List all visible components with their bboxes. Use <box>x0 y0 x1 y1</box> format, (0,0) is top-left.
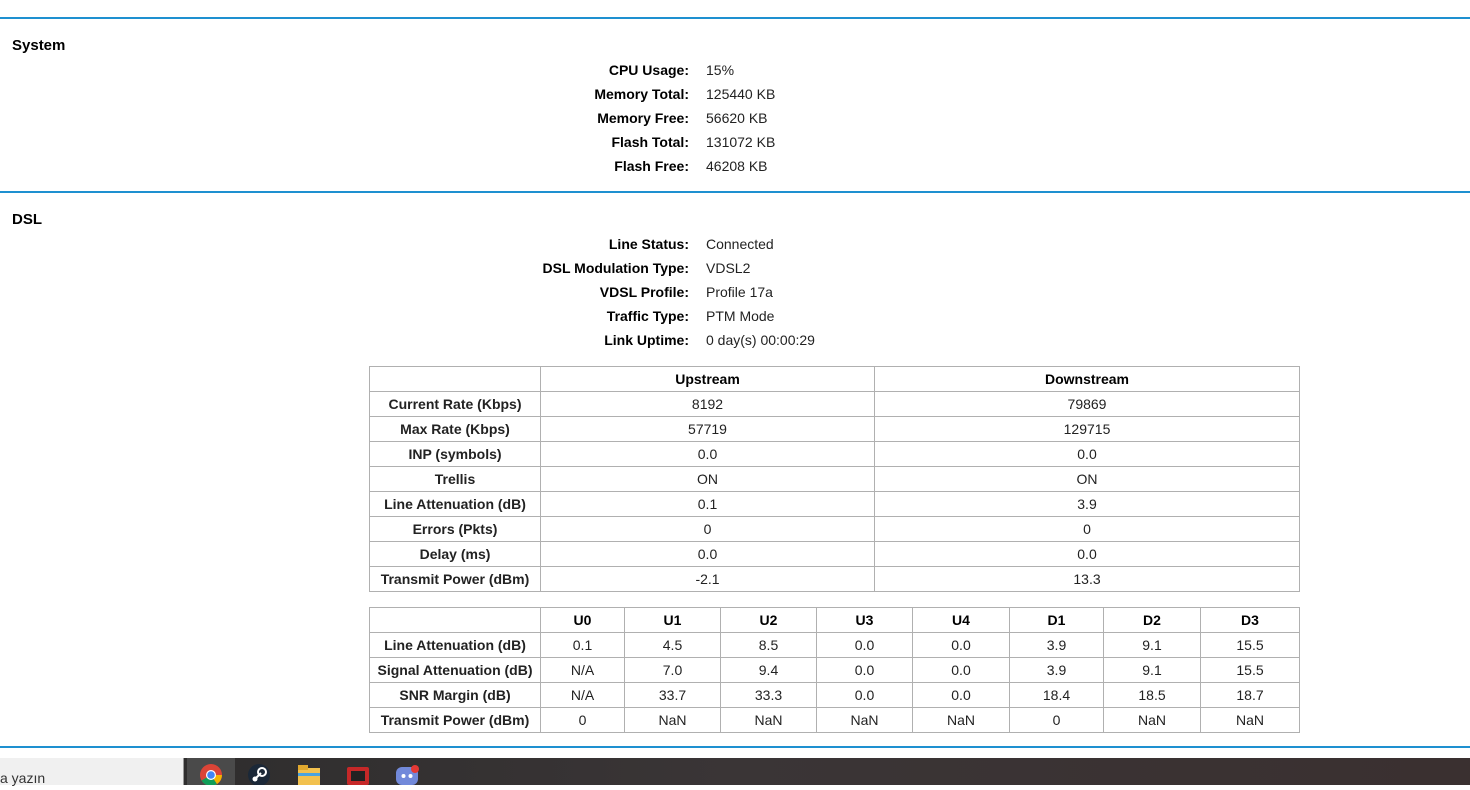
table-cell: 9.1 <box>1104 633 1201 658</box>
table-row <box>370 492 1300 517</box>
windows-taskbar <box>0 758 1470 785</box>
table-row <box>370 633 1300 658</box>
table-cell: 18.7 <box>1201 683 1300 708</box>
table-cell: 0.1 <box>541 492 875 517</box>
table-row-header: Delay (ms) <box>370 542 541 567</box>
table-header-cell <box>370 608 541 633</box>
table-cell: -2.1 <box>541 567 875 592</box>
table-cell: 57719 <box>541 417 875 442</box>
info-value: 56620 KB <box>706 110 768 126</box>
table-header-cell: U3 <box>817 608 913 633</box>
info-label: VDSL Profile: <box>599 284 689 300</box>
table-cell: NaN <box>625 708 721 733</box>
info-label: DSL Modulation Type: <box>542 260 689 276</box>
dsl-info-row <box>0 308 1470 332</box>
table-cell: 0.0 <box>817 683 913 708</box>
table-cell: 0.0 <box>541 442 875 467</box>
info-value: Connected <box>706 236 774 252</box>
table-header-cell: Upstream <box>541 367 875 392</box>
dsl-stream-table <box>369 366 1300 592</box>
table-header-cell: D3 <box>1201 608 1300 633</box>
media-app-icon[interactable] <box>345 762 371 785</box>
info-label: Flash Free: <box>614 158 689 174</box>
dsl-info-row <box>0 332 1470 356</box>
info-value: VDSL2 <box>706 260 751 276</box>
table-cell: 18.4 <box>1010 683 1104 708</box>
table-row <box>370 708 1300 733</box>
table-cell: 79869 <box>875 392 1300 417</box>
dsl-band-table <box>369 607 1300 733</box>
table-cell: 3.9 <box>1010 658 1104 683</box>
table-row <box>370 542 1300 567</box>
table-cell: 15.5 <box>1201 633 1300 658</box>
table-cell: ON <box>875 467 1300 492</box>
table-cell: NaN <box>1104 708 1201 733</box>
table-cell: 0.0 <box>817 633 913 658</box>
table-cell: 15.5 <box>1201 658 1300 683</box>
table-cell: 0 <box>541 517 875 542</box>
table-cell: 0.0 <box>913 683 1010 708</box>
table-cell: 33.7 <box>625 683 721 708</box>
info-label: Line Status: <box>608 236 689 252</box>
info-value: 125440 KB <box>706 86 776 102</box>
table-cell: 3.9 <box>1010 633 1104 658</box>
chrome-icon[interactable] <box>198 762 224 785</box>
dsl-info-row <box>0 236 1470 260</box>
table-cell: 13.3 <box>875 567 1300 592</box>
table-header-cell <box>370 367 541 392</box>
info-value: 46208 KB <box>706 158 768 174</box>
table-cell: 0.0 <box>875 442 1300 467</box>
top-divider <box>0 17 1470 19</box>
table-cell: 0.0 <box>817 658 913 683</box>
file-explorer-icon[interactable] <box>296 762 322 785</box>
table-cell: 3.9 <box>875 492 1300 517</box>
table-cell: N/A <box>541 683 625 708</box>
table-cell: 0 <box>541 708 625 733</box>
table-cell: 8192 <box>541 392 875 417</box>
table-row <box>370 683 1300 708</box>
system-info-row <box>0 62 1470 86</box>
table-cell: 0.0 <box>875 542 1300 567</box>
dsl-info-row <box>0 260 1470 284</box>
info-label: CPU Usage: <box>608 62 689 78</box>
system-info-row <box>0 110 1470 134</box>
info-label: Link Uptime: <box>604 332 689 348</box>
table-row-header: Max Rate (Kbps) <box>370 417 541 442</box>
table-header-cell: U0 <box>541 608 625 633</box>
table-cell: 0 <box>875 517 1300 542</box>
info-value: 131072 KB <box>706 134 776 150</box>
table-row-header: Errors (Pkts) <box>370 517 541 542</box>
info-value: PTM Mode <box>706 308 775 324</box>
discord-icon[interactable] <box>394 762 420 785</box>
table-row <box>370 467 1300 492</box>
bottom-divider <box>0 746 1470 748</box>
table-header-cell: U4 <box>913 608 1010 633</box>
table-cell: NaN <box>913 708 1010 733</box>
table-header-cell: U2 <box>721 608 817 633</box>
dsl-section-title: DSL <box>12 211 42 228</box>
table-row <box>370 442 1300 467</box>
table-cell: NaN <box>721 708 817 733</box>
section-divider <box>0 191 1470 193</box>
table-cell: 0.1 <box>541 633 625 658</box>
table-cell: ON <box>541 467 875 492</box>
table-cell: 0.0 <box>913 633 1010 658</box>
info-value: 0 day(s) 00:00:29 <box>706 332 815 348</box>
table-row-header: Current Rate (Kbps) <box>370 392 541 417</box>
table-cell: NaN <box>1201 708 1300 733</box>
table-cell: 0.0 <box>913 658 1010 683</box>
table-row <box>370 658 1300 683</box>
table-cell: 9.1 <box>1104 658 1201 683</box>
table-cell: 8.5 <box>721 633 817 658</box>
table-cell: 0.0 <box>541 542 875 567</box>
table-header-cell: D2 <box>1104 608 1201 633</box>
table-cell: 129715 <box>875 417 1300 442</box>
info-label: Memory Free: <box>597 110 689 126</box>
taskbar-search-text: a yazın <box>0 770 46 786</box>
table-cell: 18.5 <box>1104 683 1201 708</box>
table-cell: 7.0 <box>625 658 721 683</box>
table-row <box>370 392 1300 417</box>
taskbar-search-box[interactable] <box>0 758 184 785</box>
table-row-header: Trellis <box>370 467 541 492</box>
info-label: Traffic Type: <box>606 308 689 324</box>
table-header-cell: U1 <box>625 608 721 633</box>
table-row-header: Line Attenuation (dB) <box>370 633 541 658</box>
table-cell: N/A <box>541 658 625 683</box>
table-row-header: INP (symbols) <box>370 442 541 467</box>
table-cell: 0 <box>1010 708 1104 733</box>
table-cell: 4.5 <box>625 633 721 658</box>
system-info-row <box>0 86 1470 110</box>
table-row-header: Transmit Power (dBm) <box>370 567 541 592</box>
table-row <box>370 567 1300 592</box>
table-cell: 9.4 <box>721 658 817 683</box>
table-cell: 33.3 <box>721 683 817 708</box>
table-row-header: Line Attenuation (dB) <box>370 492 541 517</box>
table-row <box>370 517 1300 542</box>
system-info-row <box>0 134 1470 158</box>
steam-icon[interactable] <box>246 762 272 785</box>
table-cell: NaN <box>817 708 913 733</box>
table-header-cell: D1 <box>1010 608 1104 633</box>
table-row <box>370 417 1300 442</box>
system-info-row <box>0 158 1470 182</box>
table-row-header: Transmit Power (dBm) <box>370 708 541 733</box>
table-header-cell: Downstream <box>875 367 1300 392</box>
info-label: Memory Total: <box>594 86 689 102</box>
dsl-info-row <box>0 284 1470 308</box>
table-row-header: SNR Margin (dB) <box>370 683 541 708</box>
table-row-header: Signal Attenuation (dB) <box>370 658 541 683</box>
info-label: Flash Total: <box>611 134 689 150</box>
info-value: 15% <box>706 62 735 78</box>
system-section-title: System <box>12 37 66 54</box>
info-value: Profile 17a <box>706 284 773 300</box>
